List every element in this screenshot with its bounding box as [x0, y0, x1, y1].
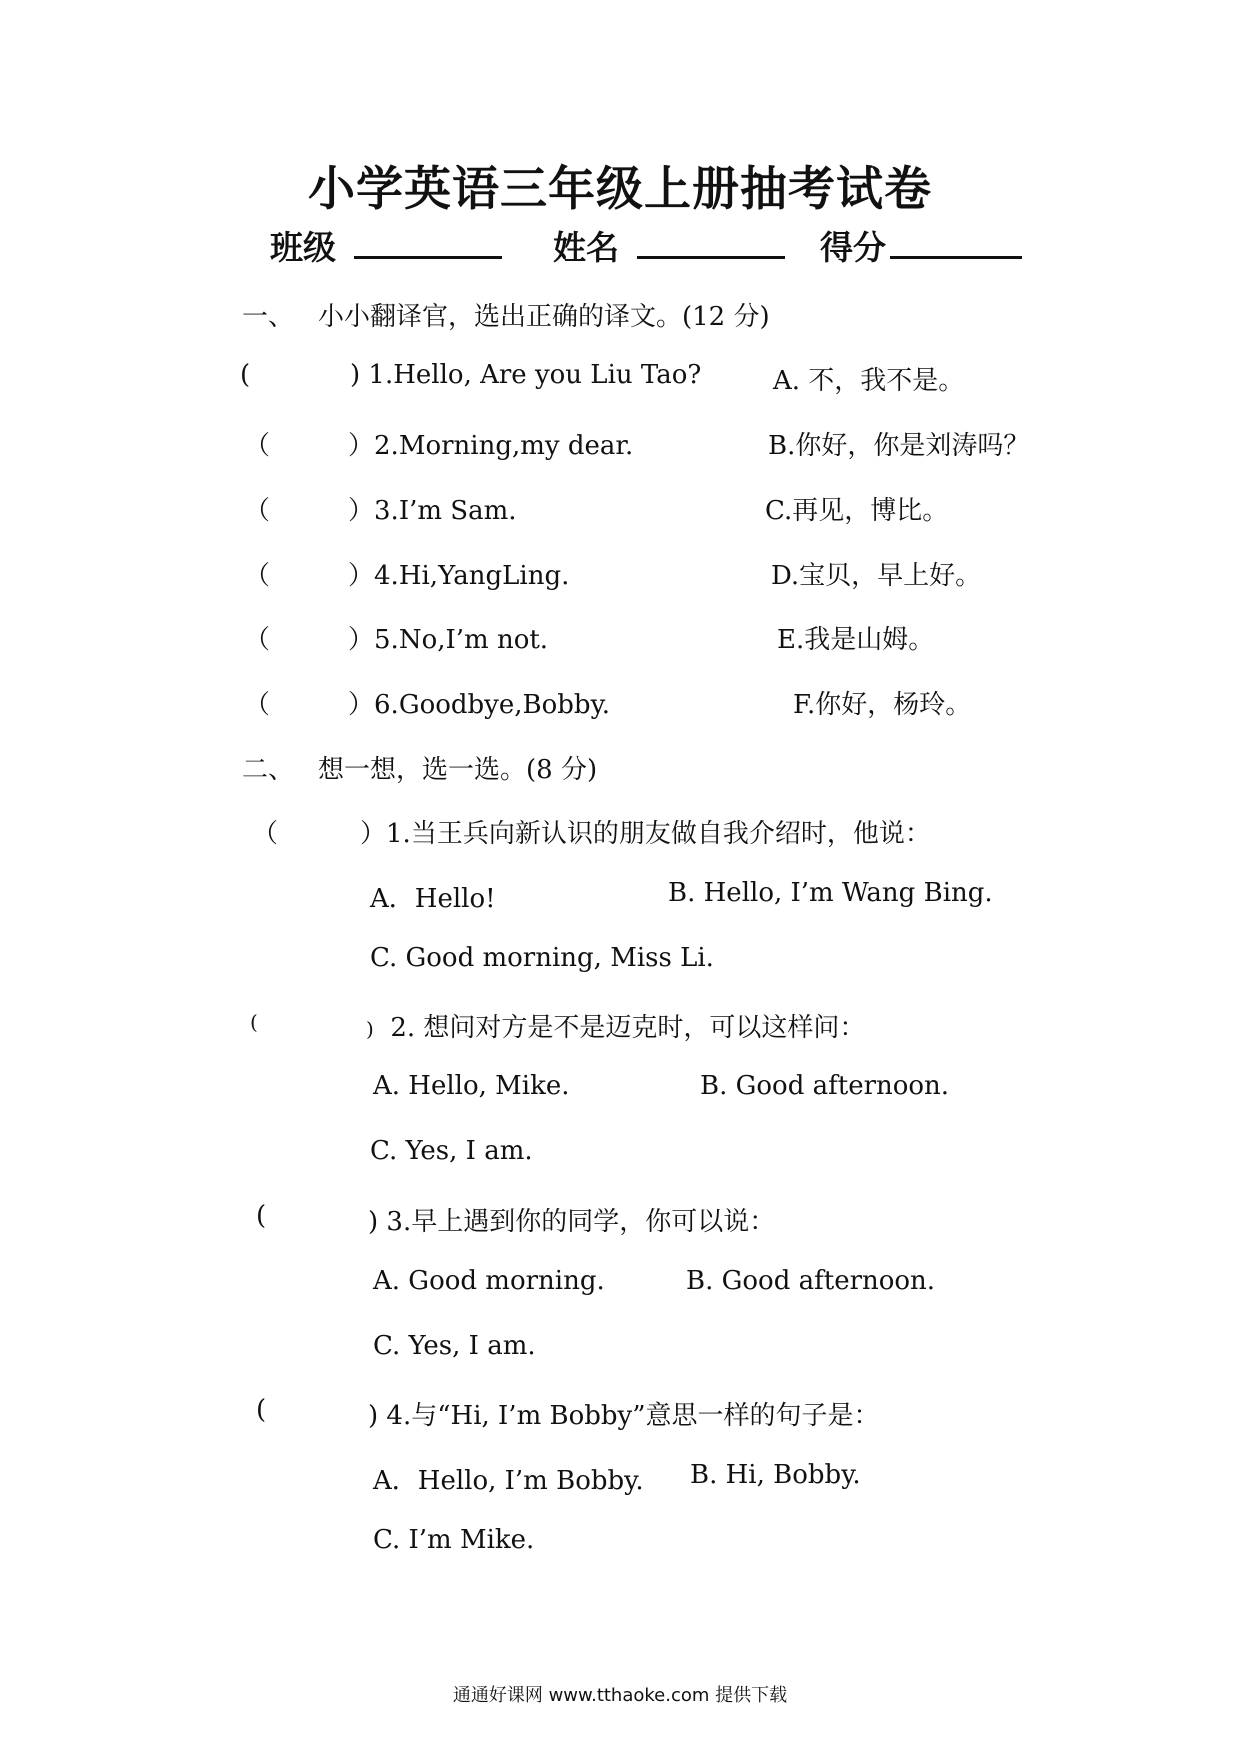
s1-q3: ）3.I’m Sam.	[348, 496, 517, 526]
s1-a6: F.你好，杨玲。	[793, 690, 972, 720]
class-label: 班级	[270, 228, 336, 267]
s1-a5: E.我是山姆。	[777, 625, 935, 655]
s2-q2-option-c: C. Yes, I am.	[370, 1136, 533, 1166]
s1-paren-left: (	[240, 360, 251, 390]
class-blank	[354, 226, 502, 259]
s2-paren-left: （	[252, 819, 279, 849]
name-label: 姓名	[553, 228, 619, 267]
s1-paren-left: （	[244, 431, 271, 461]
s1-a4: D.宝贝，早上好。	[771, 561, 982, 591]
s2-q3: ) 3.早上遇到你的同学，你可以说：	[368, 1207, 776, 1237]
s2-q1: ）1.当王兵向新认识的朋友做自我介绍时，他说：	[360, 819, 931, 849]
s2-paren-left: (	[250, 1010, 258, 1034]
s2-q2-option-a: A. Hello, Mike.	[373, 1071, 570, 1101]
s1-q4: ）4.Hi,YangLing.	[348, 561, 570, 591]
s2-q2-option-b: B. Good afternoon.	[700, 1071, 950, 1101]
s2-q1-option-c: C. Good morning, Miss Li.	[370, 943, 714, 973]
class-field	[270, 222, 502, 269]
name-field	[553, 222, 785, 269]
s2-q3-option-b: B. Good afternoon.	[686, 1266, 936, 1296]
s1-q2: ）2.Morning,my dear.	[348, 431, 634, 461]
s1-a3: C.再见，博比。	[765, 496, 949, 526]
s2-paren-left: (	[256, 1201, 267, 1231]
s2-paren-left: (	[256, 1395, 267, 1425]
s2-q4-option-a: A．Hello, I’m Bobby.	[373, 1466, 644, 1496]
footer-credit: 通通好课网 www.tthaoke.com 提供下载	[452, 1685, 788, 1706]
s2-q3-option-a: A. Good morning.	[373, 1266, 605, 1296]
s1-paren-left: （	[244, 625, 271, 655]
page-title: 小学英语三年级上册抽考试卷	[308, 162, 932, 217]
section1-heading: 小小翻译官，选出正确的译文。(12 分)	[318, 302, 770, 332]
section2-heading: 想一想，选一选。(8 分)	[318, 755, 598, 785]
s2-q2: ) 2. 想问对方是不是迈克时，可以这样问：	[366, 1013, 866, 1043]
s1-paren-left: （	[244, 496, 271, 526]
score-field	[820, 222, 1022, 269]
s2-q4: ) 4.与“Hi, I’m Bobby”意思一样的句子是：	[368, 1401, 880, 1431]
name-blank	[637, 226, 785, 259]
section1-heading-num: 一、	[242, 302, 295, 332]
score-blank	[890, 226, 1022, 259]
s1-paren-left: （	[244, 561, 271, 591]
s2-q4-option-c: C. I’m Mike.	[373, 1525, 535, 1555]
s2-q1-option-a: A．Hello!	[370, 884, 496, 914]
s1-a2: B.你好，你是刘涛吗？	[768, 431, 1030, 461]
s1-q6: ）6.Goodbye,Bobby.	[348, 690, 611, 720]
s1-paren-left: （	[244, 690, 271, 720]
s2-q4-option-b: B. Hi, Bobby.	[690, 1460, 861, 1490]
s2-q1-option-b: B. Hello, I’m Wang Bing.	[668, 878, 993, 908]
section2-heading-num: 二、	[242, 755, 295, 785]
s1-a1: A. 不，我不是。	[773, 366, 965, 396]
s2-q3-option-c: C. Yes, I am.	[373, 1331, 536, 1361]
s1-q1: ) 1.Hello, Are you Liu Tao?	[350, 360, 702, 390]
s1-q5: ）5.No,I’m not.	[348, 625, 549, 655]
score-label: 得分	[820, 228, 886, 267]
